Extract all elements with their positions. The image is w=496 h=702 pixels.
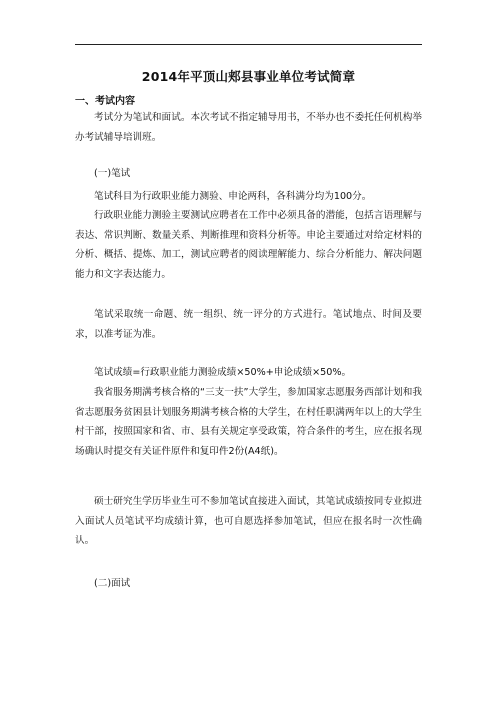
- header-rule: [75, 44, 422, 45]
- paragraph-arrangement: 笔试采取统一命题、统一组织、统一评分的方式进行。笔试地点、时间及要求，以准考证为准。: [75, 309, 422, 340]
- paragraph-masters: 硕士研究生学历毕业生可不参加笔试直接进入面试，其笔试成绩按同专业拟进入面试人员笔试平均成绩计算，也可自愿选择参加笔试，但应在报名时一次性确认。: [75, 496, 422, 547]
- paragraph-test-content: 行政职业能力测验主要测试应聘者在工作中必须具备的潜能，包括言语理解与表达、常识判断、数量关系、判断推理和资料分析等。申论主要通过对给定材料的分析、概括、提炼、加工，测试应聘者的阅读理解能力、综合分析能力、解决问题能力和文字表达能力。: [75, 210, 422, 280]
- paragraph-policy: 我省服务期满考核合格的“三支一扶”大学生，参加国家志愿服务西部计划和我省志愿服务贫困县计划服务期满考核合格的大学生，在村任职满两年以上的大学生村干部，按照国家和省、市、县有关规定享受政策，符合条件的考生，应在报名现场确认时提交有关证件原件和复印件2份(A4纸)。: [75, 387, 422, 457]
- paragraph-subjects: 笔试科目为行政职业能力测验、申论两科，各科满分均为100分。: [94, 191, 372, 202]
- subheading-interview: (二)面试: [94, 578, 131, 589]
- paragraph-score-formula: 笔试成绩=行政职业能力测验成绩×50%+申论成绩×50%。: [94, 367, 352, 378]
- paragraph-intro: 考试分为笔试和面试。本次考试不指定辅导用书，不举办也不委托任何机构举办考试辅导培训班。: [75, 112, 422, 143]
- document-title: 2014年平顶山郏县事业单位考试简章: [141, 69, 356, 84]
- subheading-written-exam: (一)笔试: [94, 168, 131, 179]
- section-heading-exam-content: 一、考试内容: [75, 96, 135, 107]
